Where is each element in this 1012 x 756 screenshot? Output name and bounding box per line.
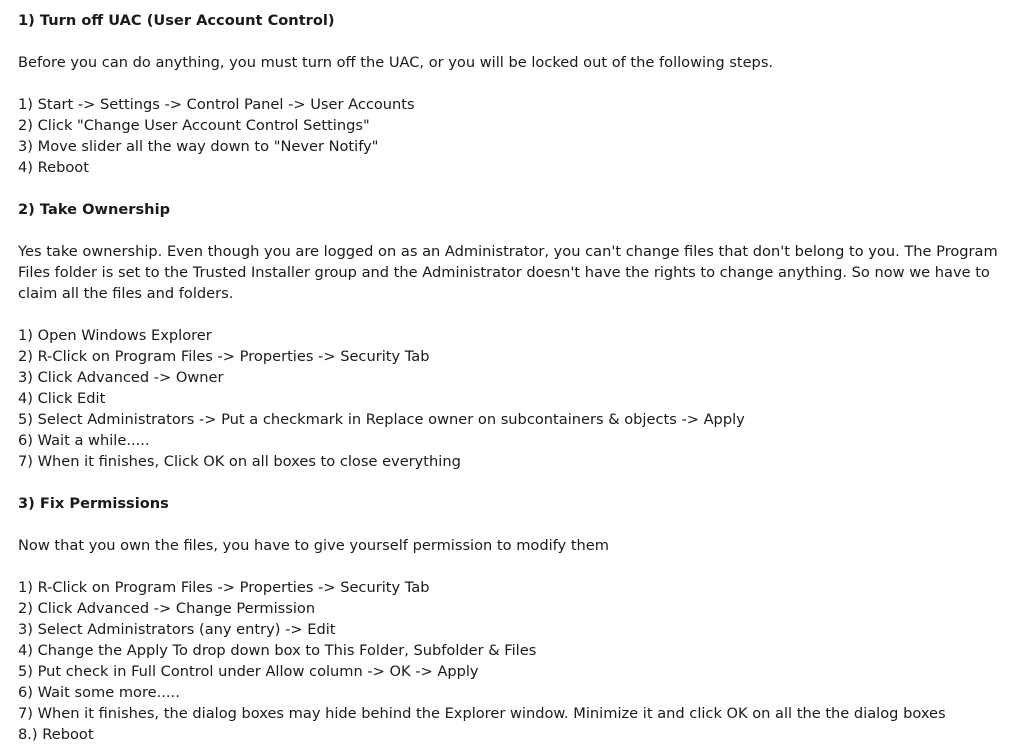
section-intro: Before you can do anything, you must turn off the UAC, or you will be locked out of the following steps.	[18, 54, 774, 71]
step-item: 1) Open Windows Explorer	[18, 327, 212, 344]
spacer	[18, 73, 1003, 94]
spacer	[18, 304, 1003, 325]
step-item: 4) Change the Apply To drop down box to This Folder, Subfolder & Files	[18, 642, 537, 659]
step-item: 7) When it finishes, Click OK on all boxes to close everything	[18, 453, 461, 470]
step-item: 8.) Reboot	[18, 726, 94, 743]
spacer	[18, 220, 1003, 241]
step-item: 3) Select Administrators (any entry) -> Edit	[18, 621, 336, 638]
section-heading: 2) Take Ownership	[18, 201, 171, 218]
section-intro: Now that you own the files, you have to give yourself permission to modify them	[18, 537, 609, 554]
spacer	[18, 31, 1003, 52]
section-permissions	[18, 493, 1003, 745]
step-item: 4) Click Edit	[18, 390, 106, 407]
step-item: 6) Wait a while.....	[18, 432, 150, 449]
step-item: 7) When it finishes, the dialog boxes may hide behind the Explorer window. Minimize it and click OK on all the the dialog boxes	[18, 705, 946, 722]
step-item: 5) Select Administrators -> Put a checkmark in Replace owner on subcontainers & objects -> Apply	[18, 411, 745, 428]
step-item: 2) Click Advanced -> Change Permission	[18, 600, 316, 617]
step-item: 6) Wait some more.....	[18, 684, 180, 701]
cut-off-top-line	[18, 0, 1003, 10]
step-item: 5) Put check in Full Control under Allow column -> OK -> Apply	[18, 663, 479, 680]
spacer	[18, 472, 1003, 493]
section-ownership	[18, 199, 1003, 493]
section-intro: Yes take ownership. Even though you are logged on as an Administrator, you can't change files that don't belong to you. The Program Files folder is set to the Trusted Installer group and the Administrator doesn't have the rights to change anything. So now we have to claim all the files and folders.	[18, 243, 998, 302]
step-item: 3) Click Advanced -> Owner	[18, 369, 224, 386]
step-item: 4) Reboot	[18, 159, 89, 176]
step-item: 1) Start -> Settings -> Control Panel -> User Accounts	[18, 96, 415, 113]
spacer	[18, 178, 1003, 199]
section-heading: 3) Fix Permissions	[18, 495, 169, 512]
spacer	[18, 514, 1003, 535]
step-item: 2) R-Click on Program Files -> Properties -> Security Tab	[18, 348, 430, 365]
spacer	[18, 556, 1003, 577]
section-heading: 1) Turn off UAC (User Account Control)	[18, 12, 335, 29]
article-body	[18, 0, 1003, 745]
step-item: 1) R-Click on Program Files -> Properties -> Security Tab	[18, 579, 430, 596]
section-uac	[18, 10, 1003, 199]
step-item: 2) Click "Change User Account Control Settings"	[18, 117, 370, 134]
step-item: 3) Move slider all the way down to "Never Notify"	[18, 138, 379, 155]
